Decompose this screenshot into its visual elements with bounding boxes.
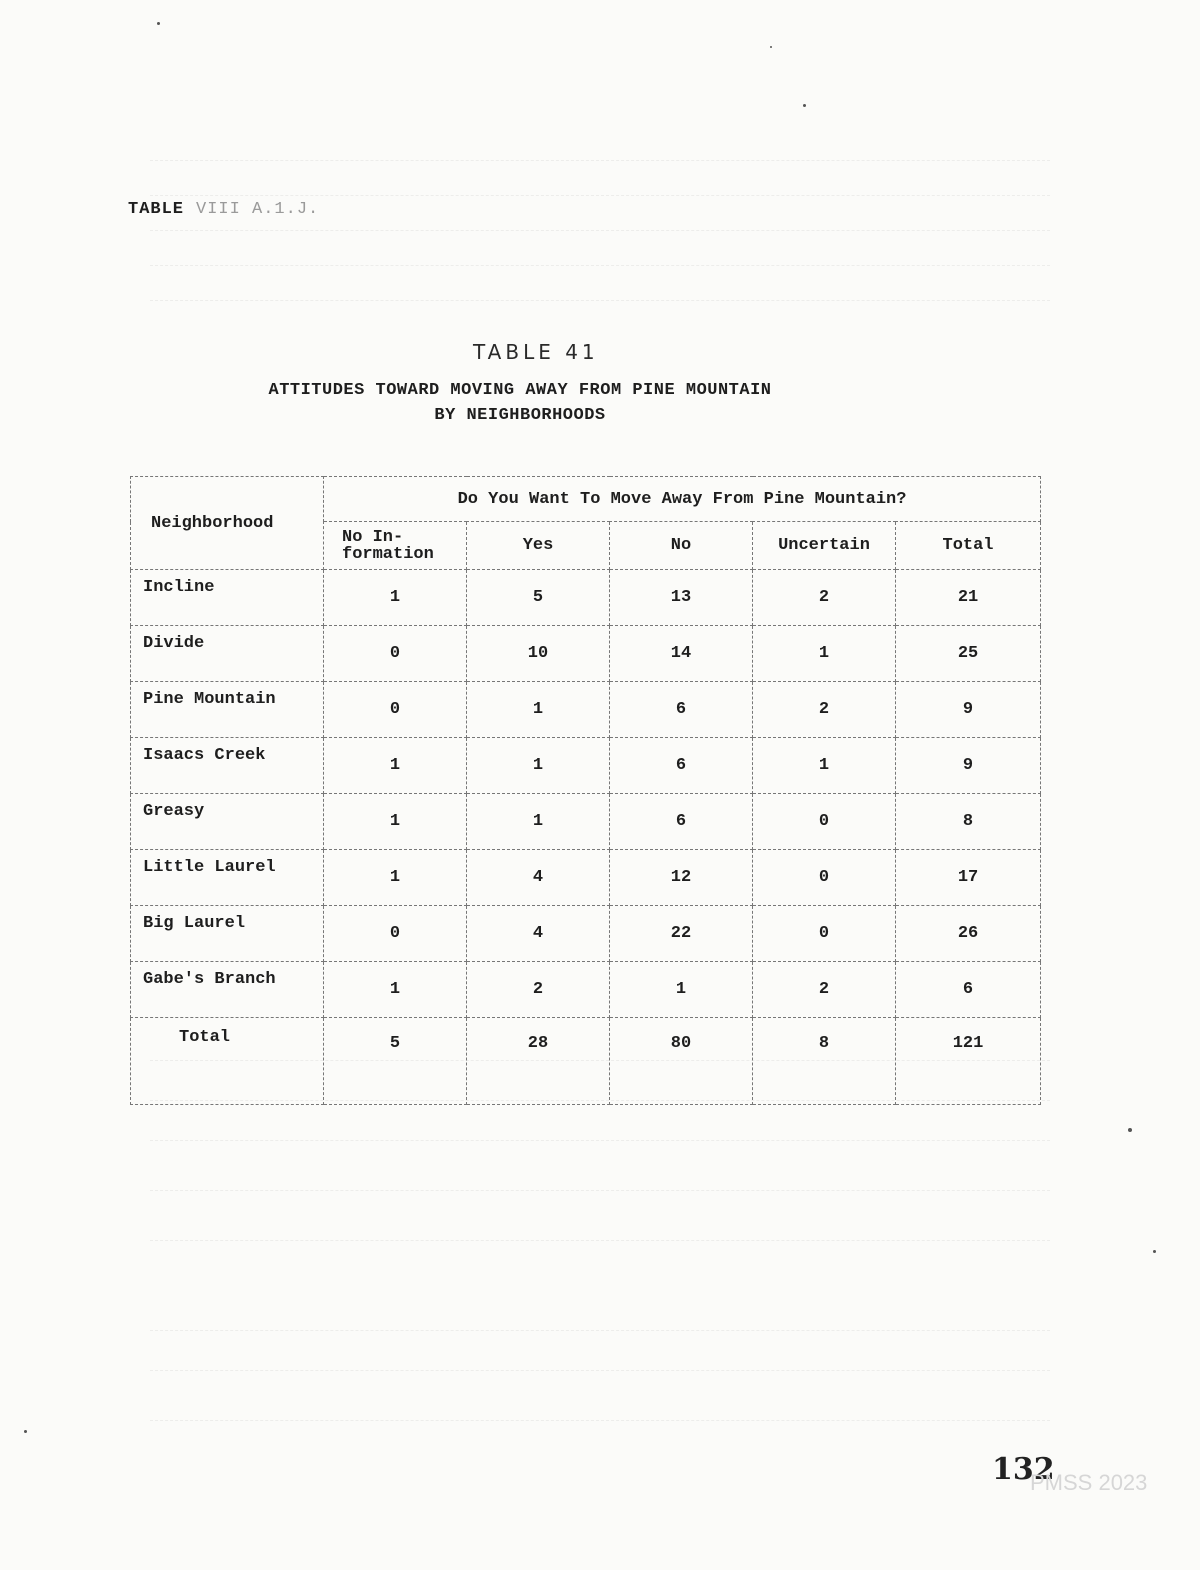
uncertain-count: 0 <box>753 794 896 850</box>
uncertain-count: 0 <box>753 850 896 906</box>
table-reference <box>128 200 319 219</box>
no-information-count: 0 <box>324 626 467 682</box>
neighborhood-name: Pine Mountain <box>131 682 324 738</box>
table-reference-label: TABLE <box>128 200 185 219</box>
neighborhood-name: Big Laurel <box>131 906 324 962</box>
neighborhood-name: Gabe's Branch <box>131 962 324 1018</box>
uncertain-count: 2 <box>753 682 896 738</box>
table-row <box>131 906 1041 962</box>
yes-count: 1 <box>467 794 610 850</box>
yes-count: 5 <box>467 570 610 626</box>
table-number: TABLE 41 <box>473 340 599 364</box>
uncertain-count: 0 <box>753 906 896 962</box>
watermark: PMSS 2023 <box>1030 1470 1148 1495</box>
table-row <box>131 570 1041 626</box>
no-information-line-1: No In- <box>342 527 404 547</box>
table-title: ATTITUDES TOWARD MOVING AWAY FROM PINE MOUNTAIN <box>268 381 772 400</box>
total-no: 80 <box>610 1018 753 1105</box>
no-information-count: 0 <box>324 906 467 962</box>
no-count: 6 <box>610 682 753 738</box>
speck <box>157 22 160 25</box>
no-information-count: 1 <box>324 850 467 906</box>
grand-total: 121 <box>896 1018 1041 1105</box>
column-header-no-information <box>324 522 467 570</box>
no-count: 12 <box>610 850 753 906</box>
no-count: 1 <box>610 962 753 1018</box>
bleed-through-line <box>150 160 1050 163</box>
table-subtitle: BY NEIGHBORHOODS <box>434 406 606 425</box>
total-uncertain: 8 <box>753 1018 896 1105</box>
yes-count: 10 <box>467 626 610 682</box>
no-information-count: 1 <box>324 738 467 794</box>
bleed-through-line <box>150 1240 1050 1243</box>
bleed-through-line <box>150 1330 1050 1333</box>
row-total: 8 <box>896 794 1041 850</box>
row-total: 6 <box>896 962 1041 1018</box>
no-count: 13 <box>610 570 753 626</box>
bleed-through-line <box>150 300 1050 303</box>
bleed-through-line <box>150 265 1050 268</box>
column-header-no: No <box>610 522 753 570</box>
row-total: 25 <box>896 626 1041 682</box>
row-total: 21 <box>896 570 1041 626</box>
uncertain-count: 1 <box>753 738 896 794</box>
attitudes-table <box>130 476 1041 1105</box>
row-total: 9 <box>896 682 1041 738</box>
row-total: 17 <box>896 850 1041 906</box>
speck <box>770 46 772 48</box>
yes-count: 2 <box>467 962 610 1018</box>
bleed-through-line <box>150 1140 1050 1143</box>
uncertain-count: 1 <box>753 626 896 682</box>
no-count: 14 <box>610 626 753 682</box>
speck <box>1153 1250 1156 1253</box>
speck <box>24 1430 27 1433</box>
table-row <box>131 682 1041 738</box>
speck <box>1128 1128 1132 1132</box>
speck <box>803 104 806 107</box>
table-row <box>131 626 1041 682</box>
total-label: Total <box>131 1018 324 1105</box>
table-reference-code: VIII A.1.J. <box>196 200 320 219</box>
neighborhood-name: Divide <box>131 626 324 682</box>
column-header-neighborhood: Neighborhood <box>131 477 324 570</box>
table-row <box>131 794 1041 850</box>
bleed-through-line <box>150 1370 1050 1373</box>
neighborhood-name: Incline <box>131 570 324 626</box>
table-row <box>131 850 1041 906</box>
total-yes: 28 <box>467 1018 610 1105</box>
column-header-uncertain: Uncertain <box>753 522 896 570</box>
total-no-information: 5 <box>324 1018 467 1105</box>
neighborhood-name: Greasy <box>131 794 324 850</box>
column-header-yes: Yes <box>467 522 610 570</box>
neighborhood-name: Little Laurel <box>131 850 324 906</box>
neighborhood-name: Isaacs Creek <box>131 738 324 794</box>
total-row <box>131 1018 1041 1105</box>
yes-count: 4 <box>467 906 610 962</box>
page-number: 132 <box>992 1452 1055 1487</box>
bleed-through-line <box>150 1420 1050 1423</box>
row-total: 26 <box>896 906 1041 962</box>
uncertain-count: 2 <box>753 962 896 1018</box>
yes-count: 1 <box>467 682 610 738</box>
no-information-line-2: formation <box>342 544 434 564</box>
no-count: 22 <box>610 906 753 962</box>
no-count: 6 <box>610 738 753 794</box>
question-header: Do You Want To Move Away From Pine Mountain? <box>324 477 1041 522</box>
no-information-count: 1 <box>324 794 467 850</box>
column-header-total: Total <box>896 522 1041 570</box>
uncertain-count: 2 <box>753 570 896 626</box>
table-row <box>131 738 1041 794</box>
no-information-count: 0 <box>324 682 467 738</box>
no-information-count: 1 <box>324 962 467 1018</box>
no-count: 6 <box>610 794 753 850</box>
bleed-through-line <box>150 1190 1050 1193</box>
bleed-through-line <box>150 230 1050 233</box>
no-information-count: 1 <box>324 570 467 626</box>
row-total: 9 <box>896 738 1041 794</box>
table-row <box>131 962 1041 1018</box>
bleed-through-line <box>150 195 1050 198</box>
yes-count: 1 <box>467 738 610 794</box>
yes-count: 4 <box>467 850 610 906</box>
